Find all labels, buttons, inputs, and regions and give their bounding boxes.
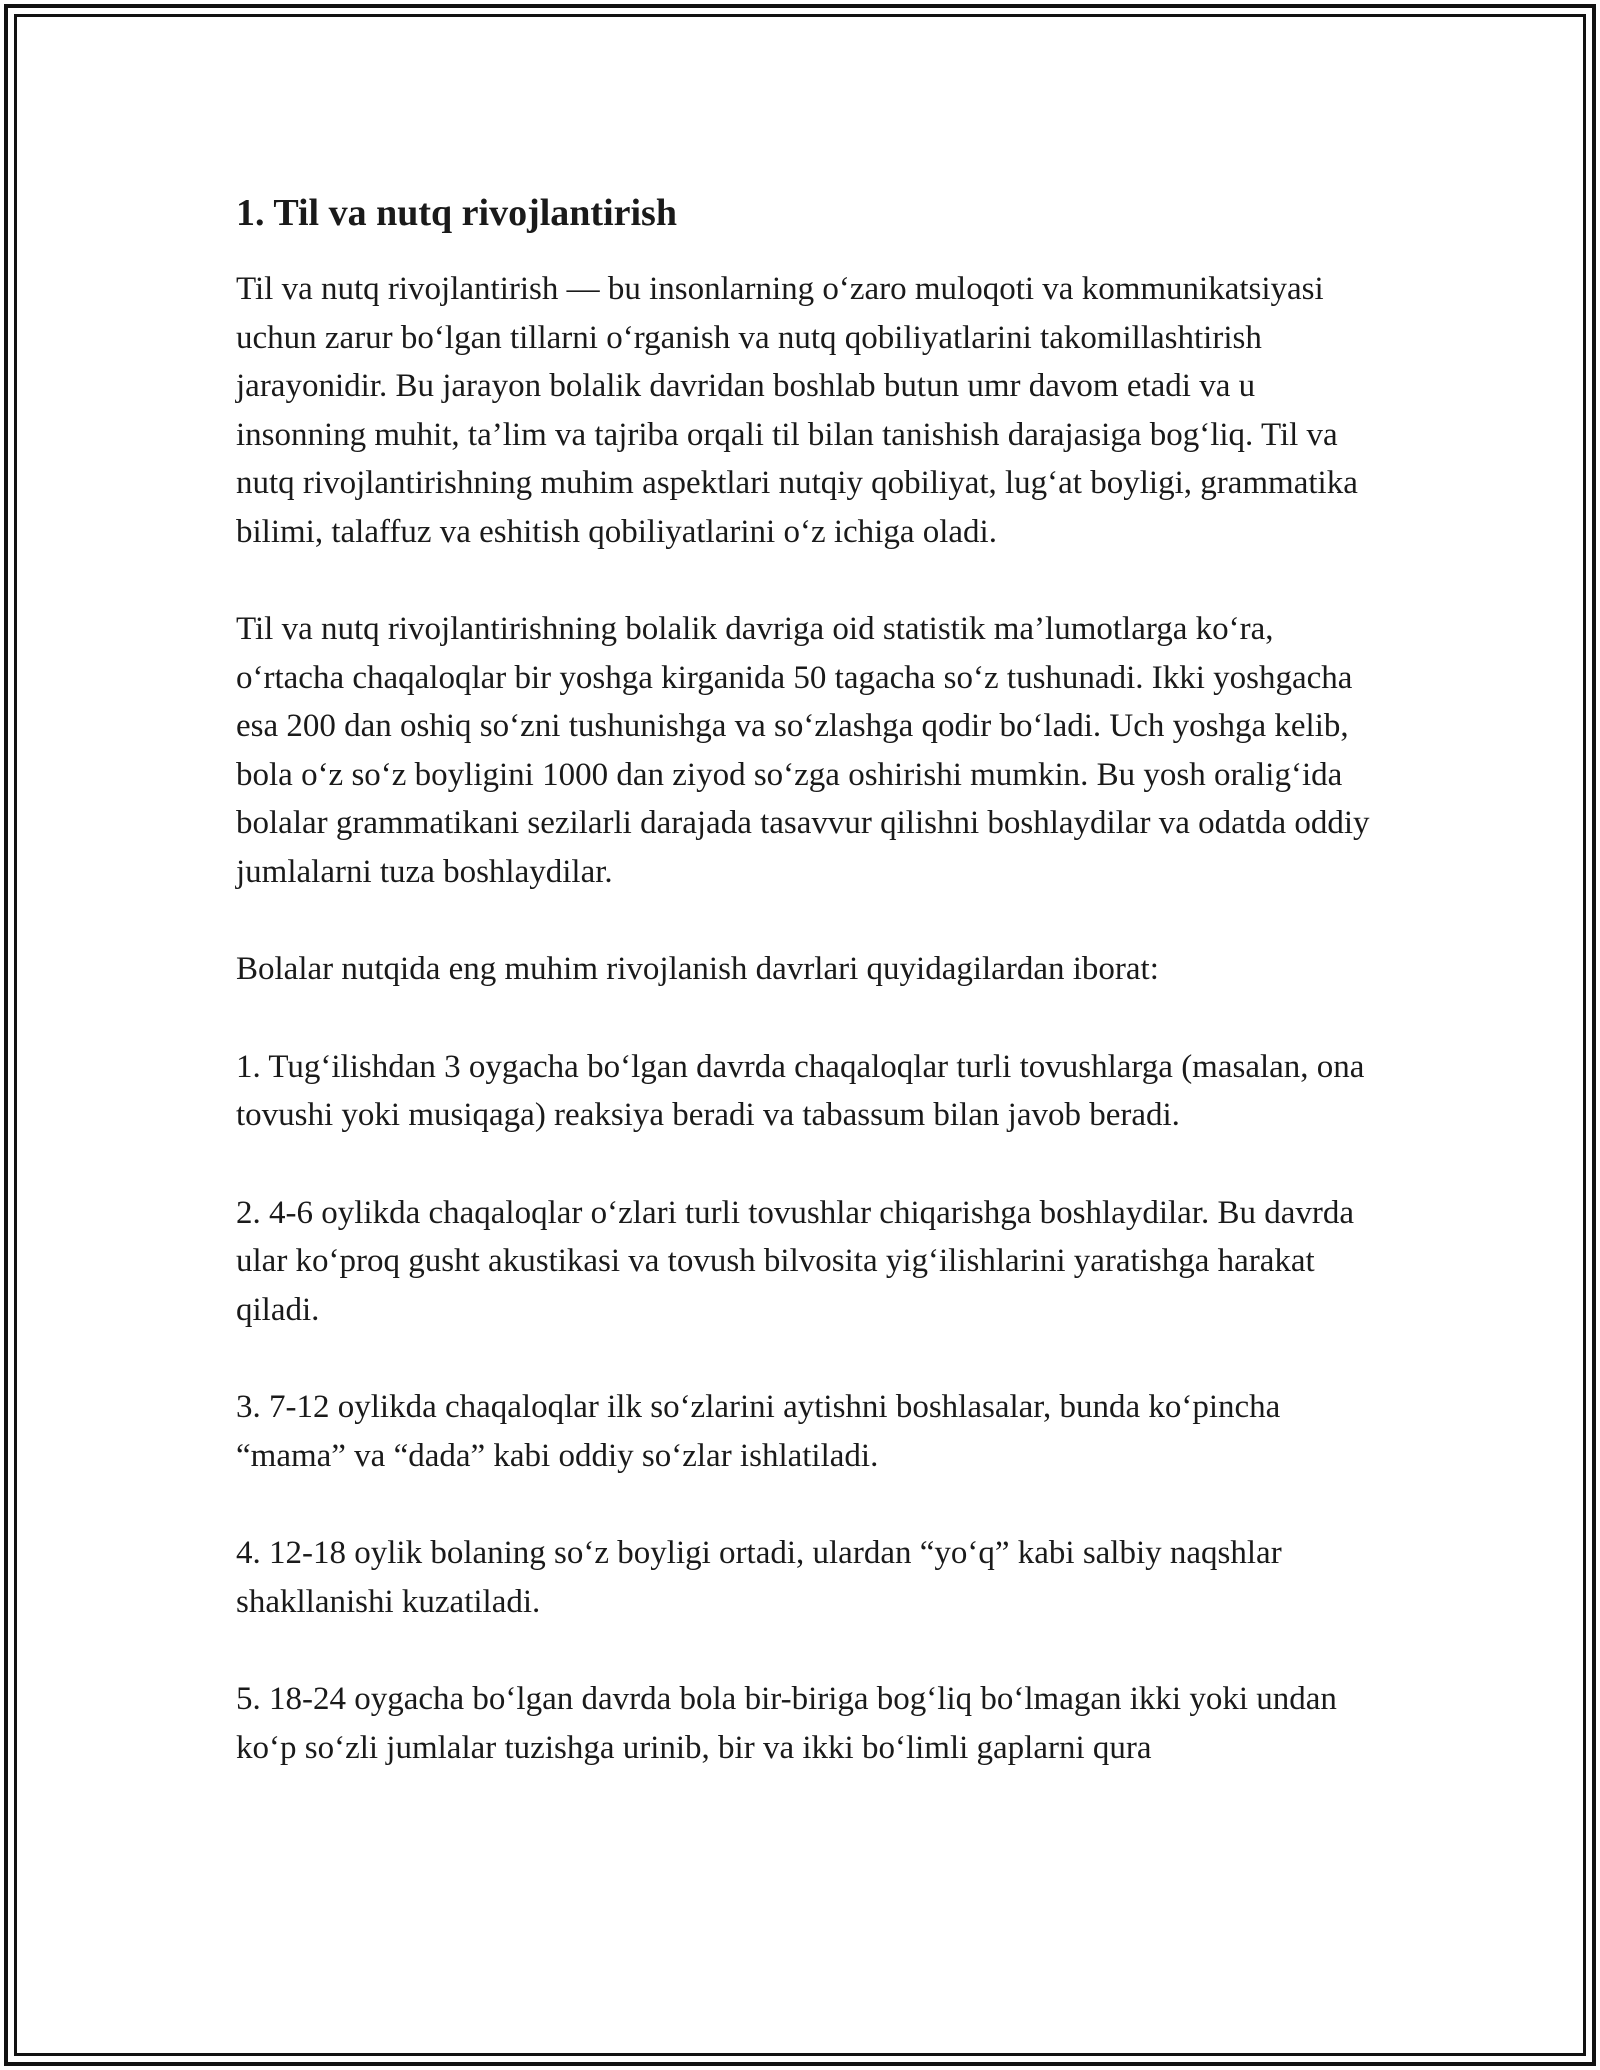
periods-intro-paragraph: Bolalar nutqida eng muhim rivojlanish davrlari quyidagilardan iborat:: [236, 951, 1159, 987]
list-item-2: 2. 4-6 oylikda chaqaloqlar o‘zlari turli tovushlar chiqarishga boshlaydilar. Bu davrda ular ko‘proq gusht akustikasi va tovush bilvosita yig‘ilishlarini yaratishga harakat qiladi.: [236, 1194, 1355, 1328]
section-heading: 1. Til va nutq rivojlantirish: [236, 192, 677, 234]
list-item-1: 1. Tug‘ilishdan 3 oygacha bo‘lgan davrda chaqaloqlar turli tovushlarga (masalan, ona tovushi yoki musiqaga) reaksiya beradi va tabassum bilan javob beradi.: [236, 1048, 1365, 1133]
list-item-4: 4. 12-18 oylik bolaning so‘z boyligi ortadi, ulardan “yo‘q” kabi salbiy naqshlar shakllanishi kuzatiladi.: [236, 1535, 1282, 1620]
list-item-3: 3. 7-12 oylikda chaqaloqlar ilk so‘zlarini aytishni boshlasalar, bunda ko‘pincha “mama” va “dada” kabi oddiy so‘zlar ishlatiladi.: [236, 1389, 1281, 1474]
document-body: [236, 185, 1376, 1772]
intro-paragraph: Til va nutq rivojlantirish — bu insonlarning o‘zaro muloqoti va kommunikatsiyasi uchun zarur bo‘lgan tillarni o‘rganish va nutq qobiliyatlarini takomillashtirish jarayonidir. Bu jarayon bolalik davridan boshlab butun umr davom etadi va u insonning muhit, ta’lim va tajriba orqali til bilan tanishish darajasiga bog‘liq. Til va nutq rivojlantirishning muhim aspektlari nutqiy qobiliyat, lug‘at boyligi, grammatika bilimi, talaffuz va eshitish qobiliyatlarini o‘z ichiga oladi.: [236, 271, 1358, 550]
list-item-5: 5. 18-24 oygacha bo‘lgan davrda bola bir-biriga bog‘liq bo‘lmagan ikki yoki undan ko‘p so‘zli jumlalar tuzishga urinib, bir va ikki bo‘limli gaplarni qura: [236, 1681, 1337, 1766]
statistics-paragraph: Til va nutq rivojlantirishning bolalik davriga oid statistik ma’lumotlarga ko‘ra, o‘rtacha chaqaloqlar bir yoshga kirganida 50 tagacha so‘z tushunadi. Ikki yoshgacha esa 200 dan oshiq so‘zni tushunishga va so‘zlashga qodir bo‘ladi. Uch yoshga kelib, bola o‘z so‘z boyligini 1000 dan ziyod so‘zga oshirishi mumkin. Bu yosh oralig‘ida bolalar grammatikani sezilarli darajada tasavvur qilishni boshlaydilar va odatda oddiy jumlalarni tuza boshlaydilar.: [236, 611, 1370, 890]
